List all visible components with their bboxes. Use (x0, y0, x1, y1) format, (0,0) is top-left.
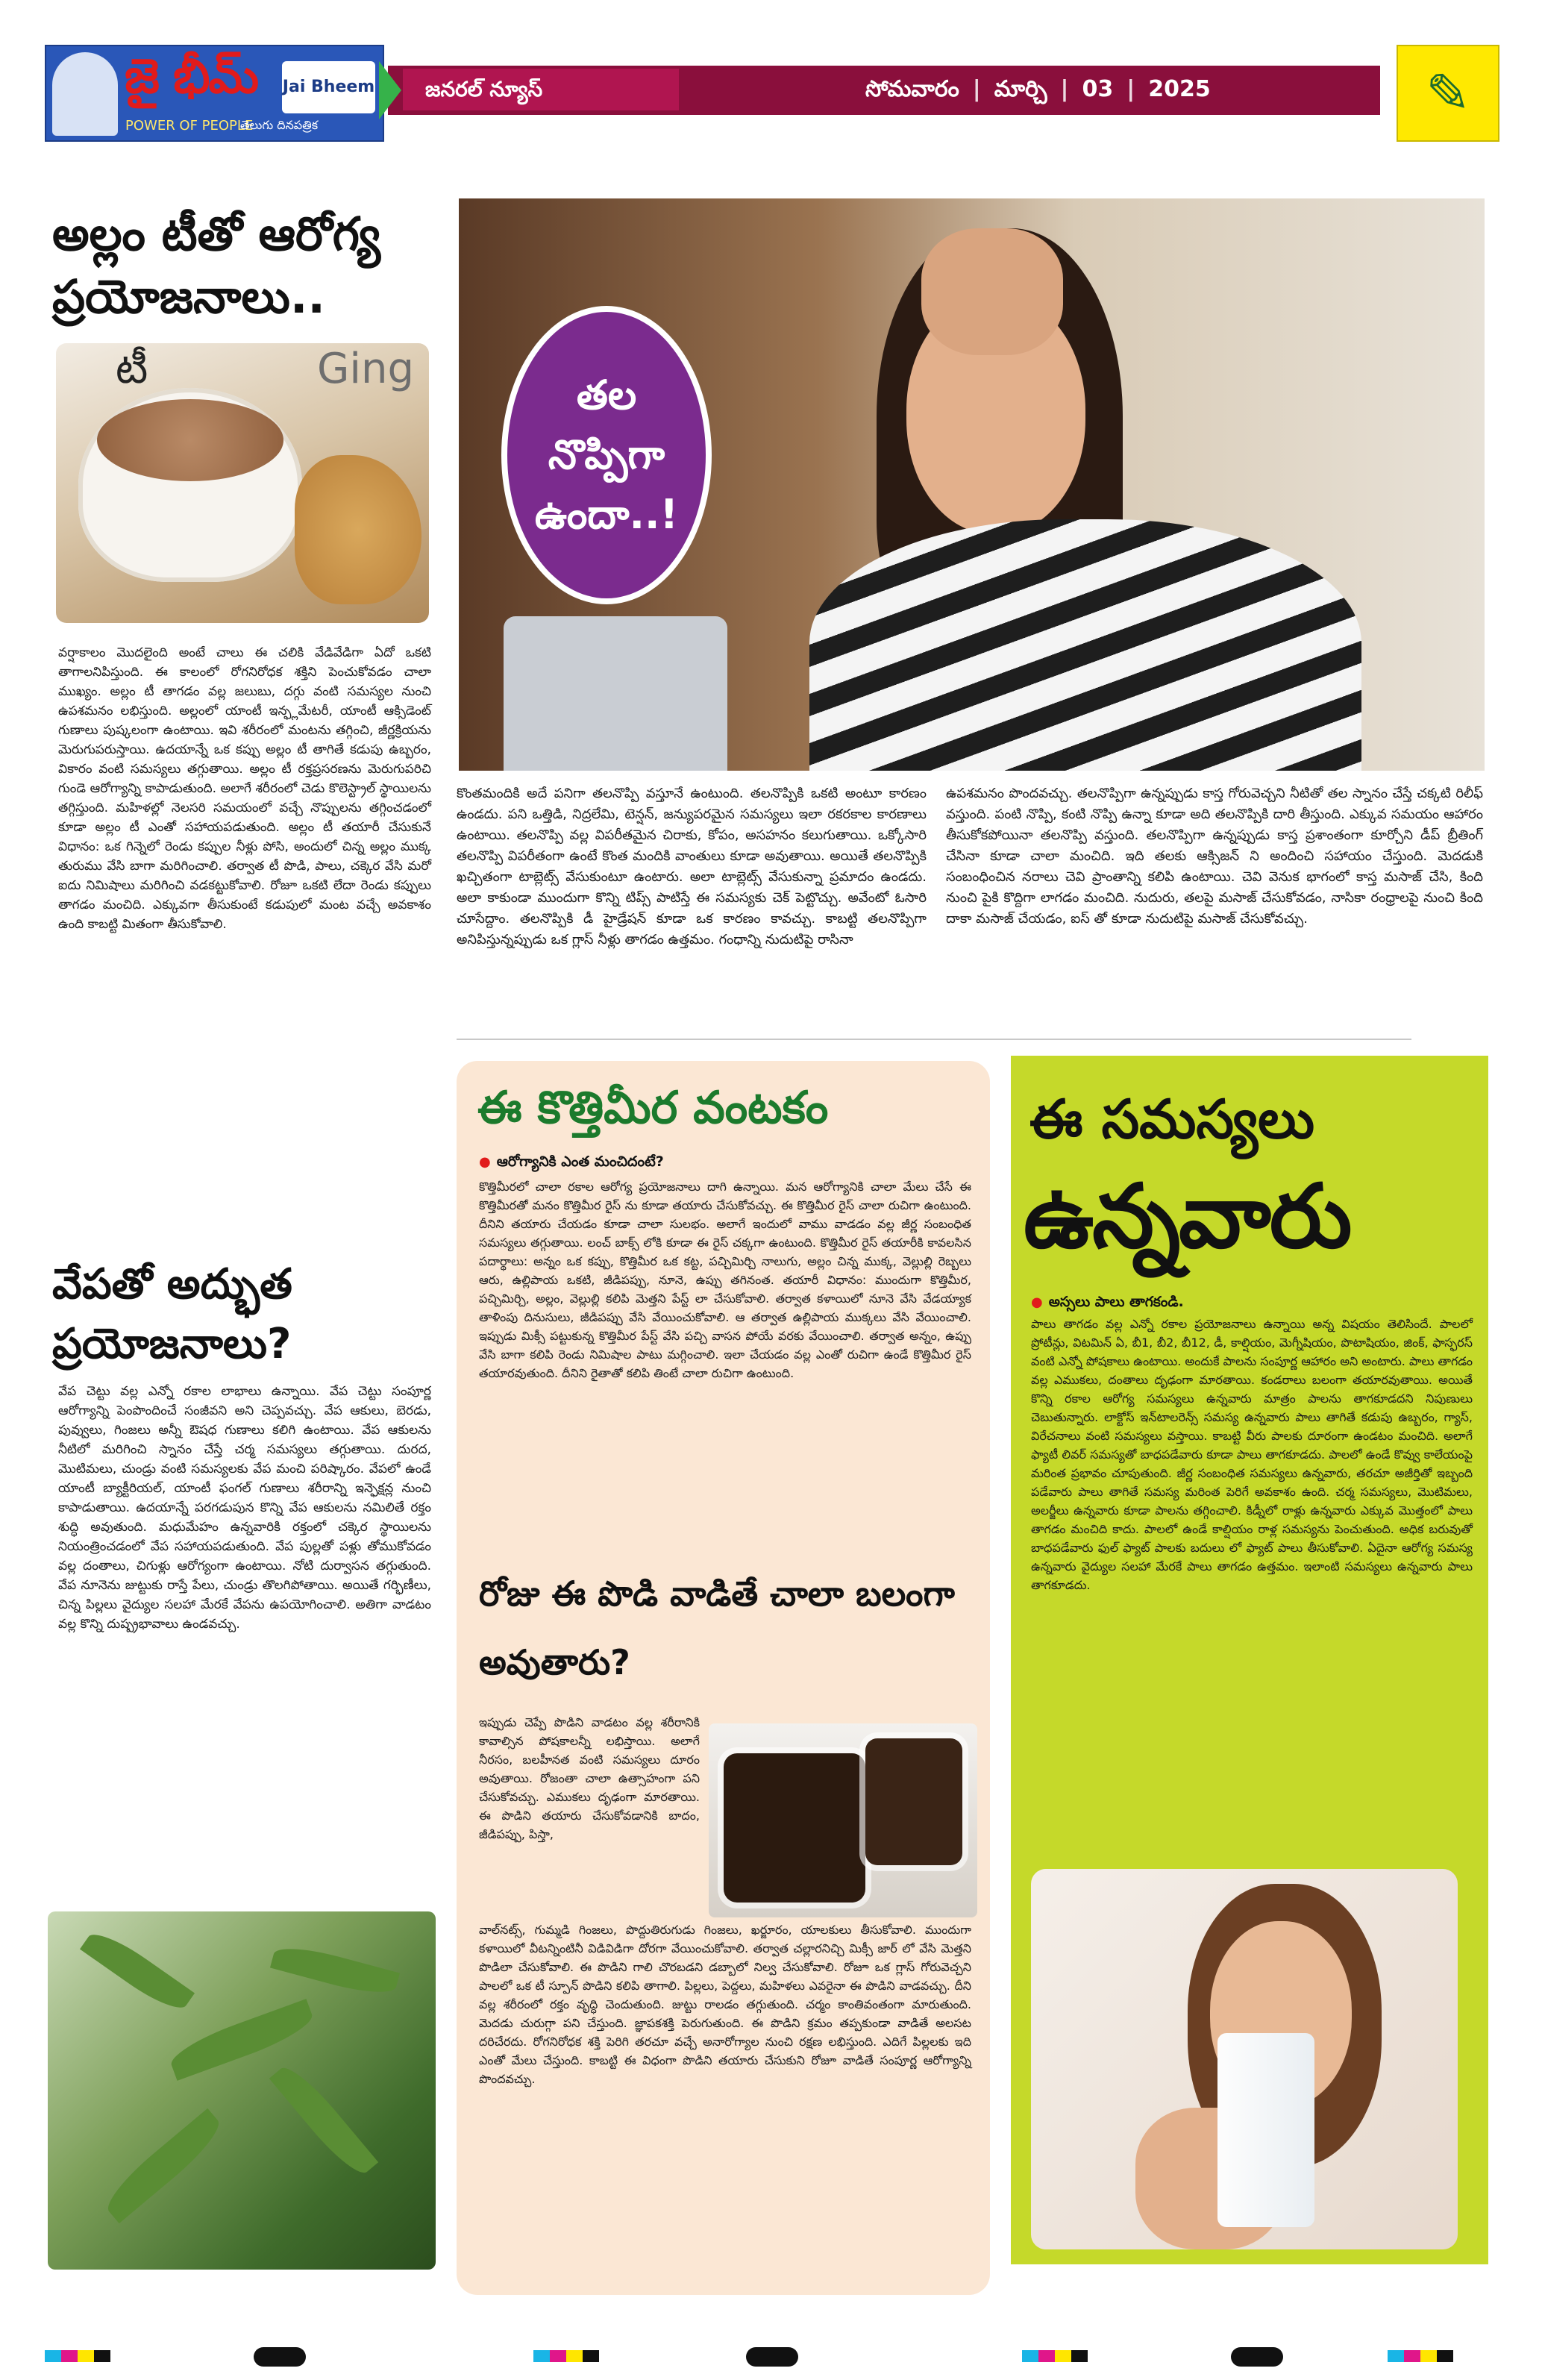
registration-oval (254, 2347, 306, 2367)
coriander-body: కొత్తిమీరలో చాలా రకాల ఆరోగ్య ప్రయోజనాలు దాగి ఉన్నాయి. మన ఆరోగ్యానికి చాలా మేలు చేసే ఈ కొత్తిమీరతో మనం కొత్తిమీర రైస్ ను కూడా తయారు చేసుకోవచ్చు. ఈ కొత్తిమీర రైస్ చాలా రుచిగా ఉంటుంది. దీనిని తయారు చేయడం కూడా చాలా సులభం. అలాగే ఇందులో వాము వాడడం వల్ల జీర్ణ సంబంధిత సమస్యలు తగ్గుతాయి. లంచ్ బాక్స్ లోకి కూడా ఈ రైస్ చక్కగా ఉంటుంది. కొత్తిమీర రైస్ తయారీకి కావలసిన పదార్థాలు: అన్నం ఒక కప్పు, కొత్తిమీర ఒక కట్ట, పచ్చిమిర్చి నాలుగు, అల్లం చిన్న ముక్క, వెల్లుల్లి రెబ్బలు ఆరు, ఉల్లిపాయ ఒకటి, జీడిపప్పు, నూనె, ఉప్పు తగినంత. తయారీ విధానం: ముందుగా కొత్తిమీర, పచ్చిమిర్చి, అల్లం, వెల్లుల్లి కలిపి మెత్తని పేస్ట్ లా చేసుకోవాలి. తర్వాత కళాయిలో నూనె వేసి వేడయ్యాక తాళింపు దినుసులు, జీడిపప్పు వేసి వేయించుకోవాలి. ఆ తర్వాత ఉల్లిపాయ ముక్కలు వేసి వేయించాలి. ఇప్పుడు మిక్సీ పట్టుకున్న కొత్తిమీర పేస్ట్ వేసి పచ్చి వాసన పోయే వరకు వేయించాలి. తర్వాత అన్నం, ఉప్పు వేసి బాగా కలిపి రెండు నిమిషాల పాటు మగ్గించాలి. ఇలా చేయడం వల్ల ఎంతో రుచిగా ఉండే కొత్తిమీర రైస్ తయారవుతుంది. దీనిని రైతాతో కలిపి తింటే చాలా రుచిగా ఉంటుంది. (479, 1180, 971, 1380)
logo-badge: Jai Bheem (282, 61, 375, 113)
issue-day: సోమవారం (865, 76, 959, 102)
neem-headline: వేపతో అద్భుత ప్రయోజనాలు? (52, 1260, 292, 1368)
tea-image-text-right: Ging (317, 345, 414, 393)
founder-portrait (52, 52, 118, 136)
milk-headline-line-1: ఈ సమస్యలు (1029, 1088, 1315, 1150)
ginger-tea-image (56, 343, 429, 623)
coriander-headline: ఈ కొత్తిమీర వంటకం (477, 1082, 829, 1134)
drink-glass-1 (724, 1753, 865, 1903)
issue-date-number: 03 (1082, 76, 1114, 102)
powder-body: వాల్‌నట్స్, గుమ్మడి గింజలు, పొద్దుతిరుగుడు గింజలు, ఖర్జూరం, యాలకులు తీసుకోవాలి. ముందుగా కళాయిలో వీటన్నింటినీ విడివిడిగా దోరగా వేయించుకోవాలి. తర్వాత చల్లారనిచ్చి మిక్సీ జార్ లో వేసి మెత్తని పొడిలా చేసుకోవాలి. ఈ పొడిని గాలి చొరబడని డబ్బాలో నిల్వ చేసుకోవాలి. రోజూ ఒక గ్లాస్ గోరువెచ్చని పాలలో ఒక టీ స్పూన్ పొడిని కలిపి తాగాలి. పిల్లలు, పెద్దలు, మహిళలు ఎవరైనా ఈ పొడిని వాడవచ్చు. దీని వల్ల శరీరంలో రక్తం వృద్ధి చెందుతుంది. జుట్టు రాలడం తగ్గుతుంది. చర్మం కాంతివంతంగా మారుతుంది. మెదడు చురుగ్గా పని చేస్తుంది. జ్ఞాపకశక్తి పెరుగుతుంది. ఈ పొడిని క్రమం తప్పకుండా వాడితే అలసట దరిచేరదు. రోగనిరోధక శక్తి పెరిగి తరచూ వచ్చే అనారోగ్యాల నుంచి రక్షణ లభిస్తుంది. ఎదిగే పిల్లలకు ఇది ఎంతో మేలు చేస్తుంది. కాబట్టి ఈ విధంగా పొడిని తయారు చేసుకుని రోజూ వాడితే సంపూర్ణ ఆరోగ్యాన్ని పొందవచ్చు. (479, 1923, 971, 2086)
ginger-body: వర్షాకాలం మొదలైంది అంటే చాలు ఈ చలికి వేడివేడిగా ఏదో ఒకటి తాగాలనిపిస్తుంది. ఈ కాలంలో రోగనిరోధక శక్తిని పెంచుకోవడం చాలా ముఖ్యం. అల్లం టీ తాగడం వల్ల జలుబు, దగ్గు వంటి సమస్యల నుంచి ఉపశమనం లభిస్తుంది. అల్లంలో యాంటీ ఇన్ఫ్లమేటరీ, యాంటీ ఆక్సిడెంట్ గుణాలు పుష్కలంగా ఉంటాయి. ఇవి శరీరంలో మంటను తగ్గించి, జీర్ణక్రియను మెరుగుపరుస్తాయి. ఉదయాన్నే ఒక కప్పు అల్లం టీ తాగితే కడుపు ఉబ్బరం, వికారం వంటి సమస్యలు తగ్గుతాయి. అల్లం టీ రక్తప్రసరణను మెరుగుపరిచి గుండె ఆరోగ్యాన్ని కాపాడుతుంది. అలాగే శరీరంలో చెడు కొలెస్ట్రాల్ స్థాయిలను తగ్గిస్తుంది. మహిళల్లో నెలసరి సమయంలో వచ్చే నొప్పులను తగ్గించడంలో కూడా అల్లం టీ ఎంతో సహాయపడుతుంది. అల్లం టీ తయారీ చేసుకునే విధానం: ఒక గిన్నెలో రెండు కప్పుల నీళ్లు పోసి, అందులో చిన్న అల్లం ముక్క తురుము వేసి బాగా మరిగించాలి. తర్వాత టీ పొడి, పాలు, చక్కెర వేసి మరో ఐదు నిమిషాలు మరిగించి వడకట్టుకోవాలి. రోజూ ఒకటి లేదా రెండు కప్పులు తాగడం మంచిది. ఎక్కువగా తీసుకుంటే కడుపులో మంట వచ్చే అవకాశం ఉంది కాబట్టి మితంగా తీసుకోవాలి. (58, 645, 431, 932)
bubble-line-2: నొప్పిగా (548, 431, 665, 478)
neem-body: వేప చెట్టు వల్ల ఎన్నో రకాల లాభాలు ఉన్నాయి. వేప చెట్టు సంపూర్ణ ఆరోగ్యాన్ని పెంపొందించే సంజీవని అని చెప్పవచ్చు. వేప ఆకులు, బెరడు, పువ్వులు, గింజలు అన్నీ ఔషధ గుణాలు కలిగి ఉంటాయి. వేప ఆకులను నీటిలో మరిగించి స్నానం చేస్తే చర్మ సమస్యలు తగ్గుతాయి. దురద, మొటిమలు, చుండ్రు వంటి సమస్యలకు వేప మంచి పరిష్కారం. వేపలో ఉండే యాంటీ బ్యాక్టీరియల్, యాంటీ ఫంగల్ గుణాలు శరీరాన్ని ఇన్ఫెక్షన్ల నుంచి కాపాడుతాయి. ఉదయాన్నే పరగడుపున కొన్ని వేప ఆకులను నమిలితే రక్తం శుద్ధి అవుతుంది. మధుమేహం ఉన్నవారికి రక్తంలో చక్కెర స్థాయిలను నియంత్రించడంలో వేప సహాయపడుతుంది. వేప పుల్లతో పళ్లు తోముకోవడం వల్ల దంతాలు, చిగుళ్లు ఆరోగ్యంగా ఉంటాయి. నోటి దుర్వాసన తగ్గుతుంది. వేప నూనెను జుట్టుకు రాస్తే పేలు, చుండ్రు తొలగిపోతాయి. అయితే గర్భిణీలు, చిన్న పిల్లలు వైద్యుల సలహా మేరకే వేపను ఉపయోగించాలి. అతిగా వాడటం వల్ల కొన్ని దుష్ప్రభావాలు ఉండవచ్చు. (58, 1384, 432, 1632)
masthead-logo (45, 45, 384, 142)
laptop (504, 616, 727, 771)
logo-tagline-te: తెలుగు దినపత్రిక (240, 118, 319, 132)
powder-headline: రోజు ఈ పొడి వాడితే చాలా బలంగా అవుతారు? (479, 1573, 955, 1682)
drink-glass-2 (865, 1738, 962, 1865)
powder-body-intro: ఇప్పుడు చెప్పే పొడిని వాడటం వల్ల శరీరానికి కావాల్సిన పోషకాలన్నీ లభిస్తాయి. అలాగే నీరసం, బలహీనత వంటి సమస్యలు దూరం అవుతాయి. రోజంతా చాలా ఉత్సాహంగా పని చేసుకోవచ్చు. ఎముకలు దృఢంగా మారతాయి. ఈ పొడిని తయారు చేసుకోవడానికి బాదం, జీడిపప్పు, పిస్తా, (479, 1715, 700, 1841)
milk-drinking-woman-image (1031, 1869, 1458, 2249)
logo-name: జై భీమ్ (125, 49, 258, 104)
tea-surface (97, 399, 283, 481)
bubble-line-3: ఉందా..! (534, 491, 679, 538)
section-divider (457, 1039, 1411, 1040)
issue-date: సోమవారం | మార్చి | 03 | 2025 (865, 69, 1211, 110)
ginger-root (295, 455, 421, 604)
registration-oval (746, 2347, 798, 2367)
registration-mark (1388, 2350, 1453, 2362)
issue-year: 2025 (1148, 76, 1211, 102)
striped-shirt (809, 519, 1361, 771)
milk-body: పాలు తాగడం వల్ల ఎన్నో రకాల ప్రయోజనాలు ఉన్నాయి అన్న విషయం తెలిసిందే. పాలలో ప్రోటీన్లు, విటమిన్ ఏ, బీ1, బీ2, బీ12, డీ, కాల్షియం, మెగ్నీషియం, పొటాషియం, జింక్, ఫాస్ఫరస్ వంటి ఎన్నో పోషకాలు ఉంటాయి. అందుకే పాలను సంపూర్ణ ఆహారం అని అంటారు. పాలు తాగడం వల్ల ఎముకలు, దంతాలు దృఢంగా మారతాయి. కండరాలు బలంగా తయారవుతాయి. అయితే కొన్ని రకాల ఆరోగ్య సమస్యలు ఉన్నవారు మాత్రం పాలను తాగకూడదని నిపుణులు చెబుతున్నారు. లాక్టోస్ ఇన్‌టాలరెన్స్ సమస్య ఉన్నవారు పాలు తాగితే కడుపు ఉబ్బరం, గ్యాస్, విరేచనాలు వంటి సమస్యలు వస్తాయి. కాబట్టి వీరు పాలకు దూరంగా ఉండటం మంచిది. అలాగే ఫ్యాటీ లివర్ సమస్యతో బాధపడేవారు కూడా పాలు తాగకూడదు. పాలలో ఉండే కొవ్వు కాలేయంపై మరింత ప్రభావం చూపుతుంది. జీర్ణ సంబంధిత సమస్యలు ఉన్నవారు, తరచూ అజీర్తితో ఇబ్బంది పడేవారు పాలు తాగితే సమస్య మరింత పెరిగే అవకాశం ఉంది. చర్మ సమస్యలు, మొటిమలు, అలర్జీలు ఉన్నవారు కూడా పాలను తగ్గించాలి. కిడ్నీలో రాళ్లు ఉన్నవారు ఎక్కువ మొత్తంలో పాలు తాగడం మంచిది కాదు. పాలలో ఉండే కాల్షియం రాళ్ల సమస్యను పెంచుతుంది. అధిక బరువుతో బాధపడేవారు ఫుల్ ఫ్యాట్ పాలకు బదులు లో ఫ్యాట్ పాలు తీసుకోవాలి. ఏదైనా ఆరోగ్య సమస్య ఉన్నవారు వైద్యుల సలహా మేరకే పాలు తాగడం ఉత్తమం. ఇలాంటి సమస్యలు ఉన్నవారు పాలు తాగకూడదు. (1031, 1317, 1473, 1592)
registration-mark (1022, 2350, 1088, 2362)
milk-headline-line-2: ఉన్నవారు (1024, 1165, 1351, 1268)
woman-hand (921, 228, 1063, 355)
ginger-headline: అల్లం టీతో ఆరోగ్య ప్రయోజనాలు.. (52, 207, 381, 324)
issue-month: మార్చి (994, 76, 1047, 102)
headache-body-right: ఉపశమనం పొందవచ్చు. తలనొప్పిగా ఉన్నప్పుడు కాస్త గోరువెచ్చని నీటితో తల స్నానం చేస్తే చక్కటి రిలీఫ్ వస్తుంది. పంటి నొప్పి, కంటి నొప్పి ఉన్నా కూడా అది తలనొప్పికి దారి తీస్తుంది. ఎక్కువ సమయం ఆహారం తీసుకోకపోయినా తలనొప్పి వస్తుంది. తలనొప్పిగా ఉన్నప్పుడు కాస్త ప్రశాంతంగా కూర్చోని డీప్ బ్రీతింగ్ చేసినా కూడా చాలా మంచిది. ఇది తలకు ఆక్సిజన్ ని అందించి సహాయం చేస్తుంది. మెదడుకి సంబంధించిన నరాలు చెవి ప్రాంతాన్ని కలిపి ఉంటాయి. చెవి వెనుక భాగంలో కాస్త మసాజ్ చేసి, కింది నుంచి పైకి కొద్దిగా లాగడం మంచిది. నుదురు, తలపై మసాజ్ చేసుకోవడం, నాసికా రంధ్రాలపై నుంచి కింది దాకా మసాజ్ చేయడం, ఐస్ తో కూడా నుదుటిపై మసాజ్ చేసుకోవచ్చు. (946, 786, 1483, 927)
health-drink-image (709, 1723, 977, 1917)
headache-body-left: కొంతమందికి అదే పనిగా తలనొప్పి వస్తూనే ఉంటుంది. తలనొప్పికి ఒకటి అంటూ కారణం ఉండదు. పని ఒత్తిడి, నిద్రలేమి, టెన్షన్, జన్యుపరమైన సమస్యలు ఇలా రకరకాల కారణాలు ఉంటాయి. తలనొప్పి వల్ల విపరీతమైన చిరాకు, కోపం, అసహనం కలుగుతాయి. ఒక్కోసారి తలనొప్పి విపరీతంగా ఉంటే కొంత మందికి వాంతులు కూడా అవుతాయి. అయితే తలనొప్పికి ఖచ్చితంగా టాబ్లెట్స్ వేసుకుంటూ ఉంటారు. అలా టాబ్లెట్స్ వేసుకున్నా ప్రమాదం ఉండదు. అలా కాకుండా ముందుగా కొన్ని టిప్స్ పాటిస్తే ఈ సమస్యకు చెక్ పెట్టొచ్చు. అవేంటో ఓసారి చూసేద్దాం. తలనొప్పికి డీ హైడ్రేషన్ కూడా ఒక కారణం కావచ్చు. కాబట్టి తలనొప్పిగా అనిపిస్తున్నప్పుడు ఒక గ్లాస్ నీళ్లు తాగడం ఉత్తమం. గంధాన్ని నుదుటిపై రాసినా (457, 786, 927, 948)
coriander-subhead: ● ఆరోగ్యానికి ఎంత మంచిదంటే? (479, 1153, 971, 1174)
milk-subhead: ● అస్సలు పాలు తాగకండి. (1031, 1294, 1479, 1314)
registration-oval (1231, 2347, 1283, 2367)
neem-leaves-image (48, 1911, 436, 2270)
bubble-line-1: తల (576, 372, 637, 419)
logo-tagline: POWER OF PEOPLE (125, 118, 254, 134)
registration-mark (45, 2350, 110, 2362)
tea-image-text-left: టీ (116, 345, 148, 393)
milk-glass (1217, 2033, 1314, 2227)
headache-bubble (501, 306, 712, 604)
registration-mark (533, 2350, 599, 2362)
pencil-cross-icon: ✎ (1397, 45, 1499, 142)
section-label: జనరల్ న్యూస్ (403, 69, 679, 110)
